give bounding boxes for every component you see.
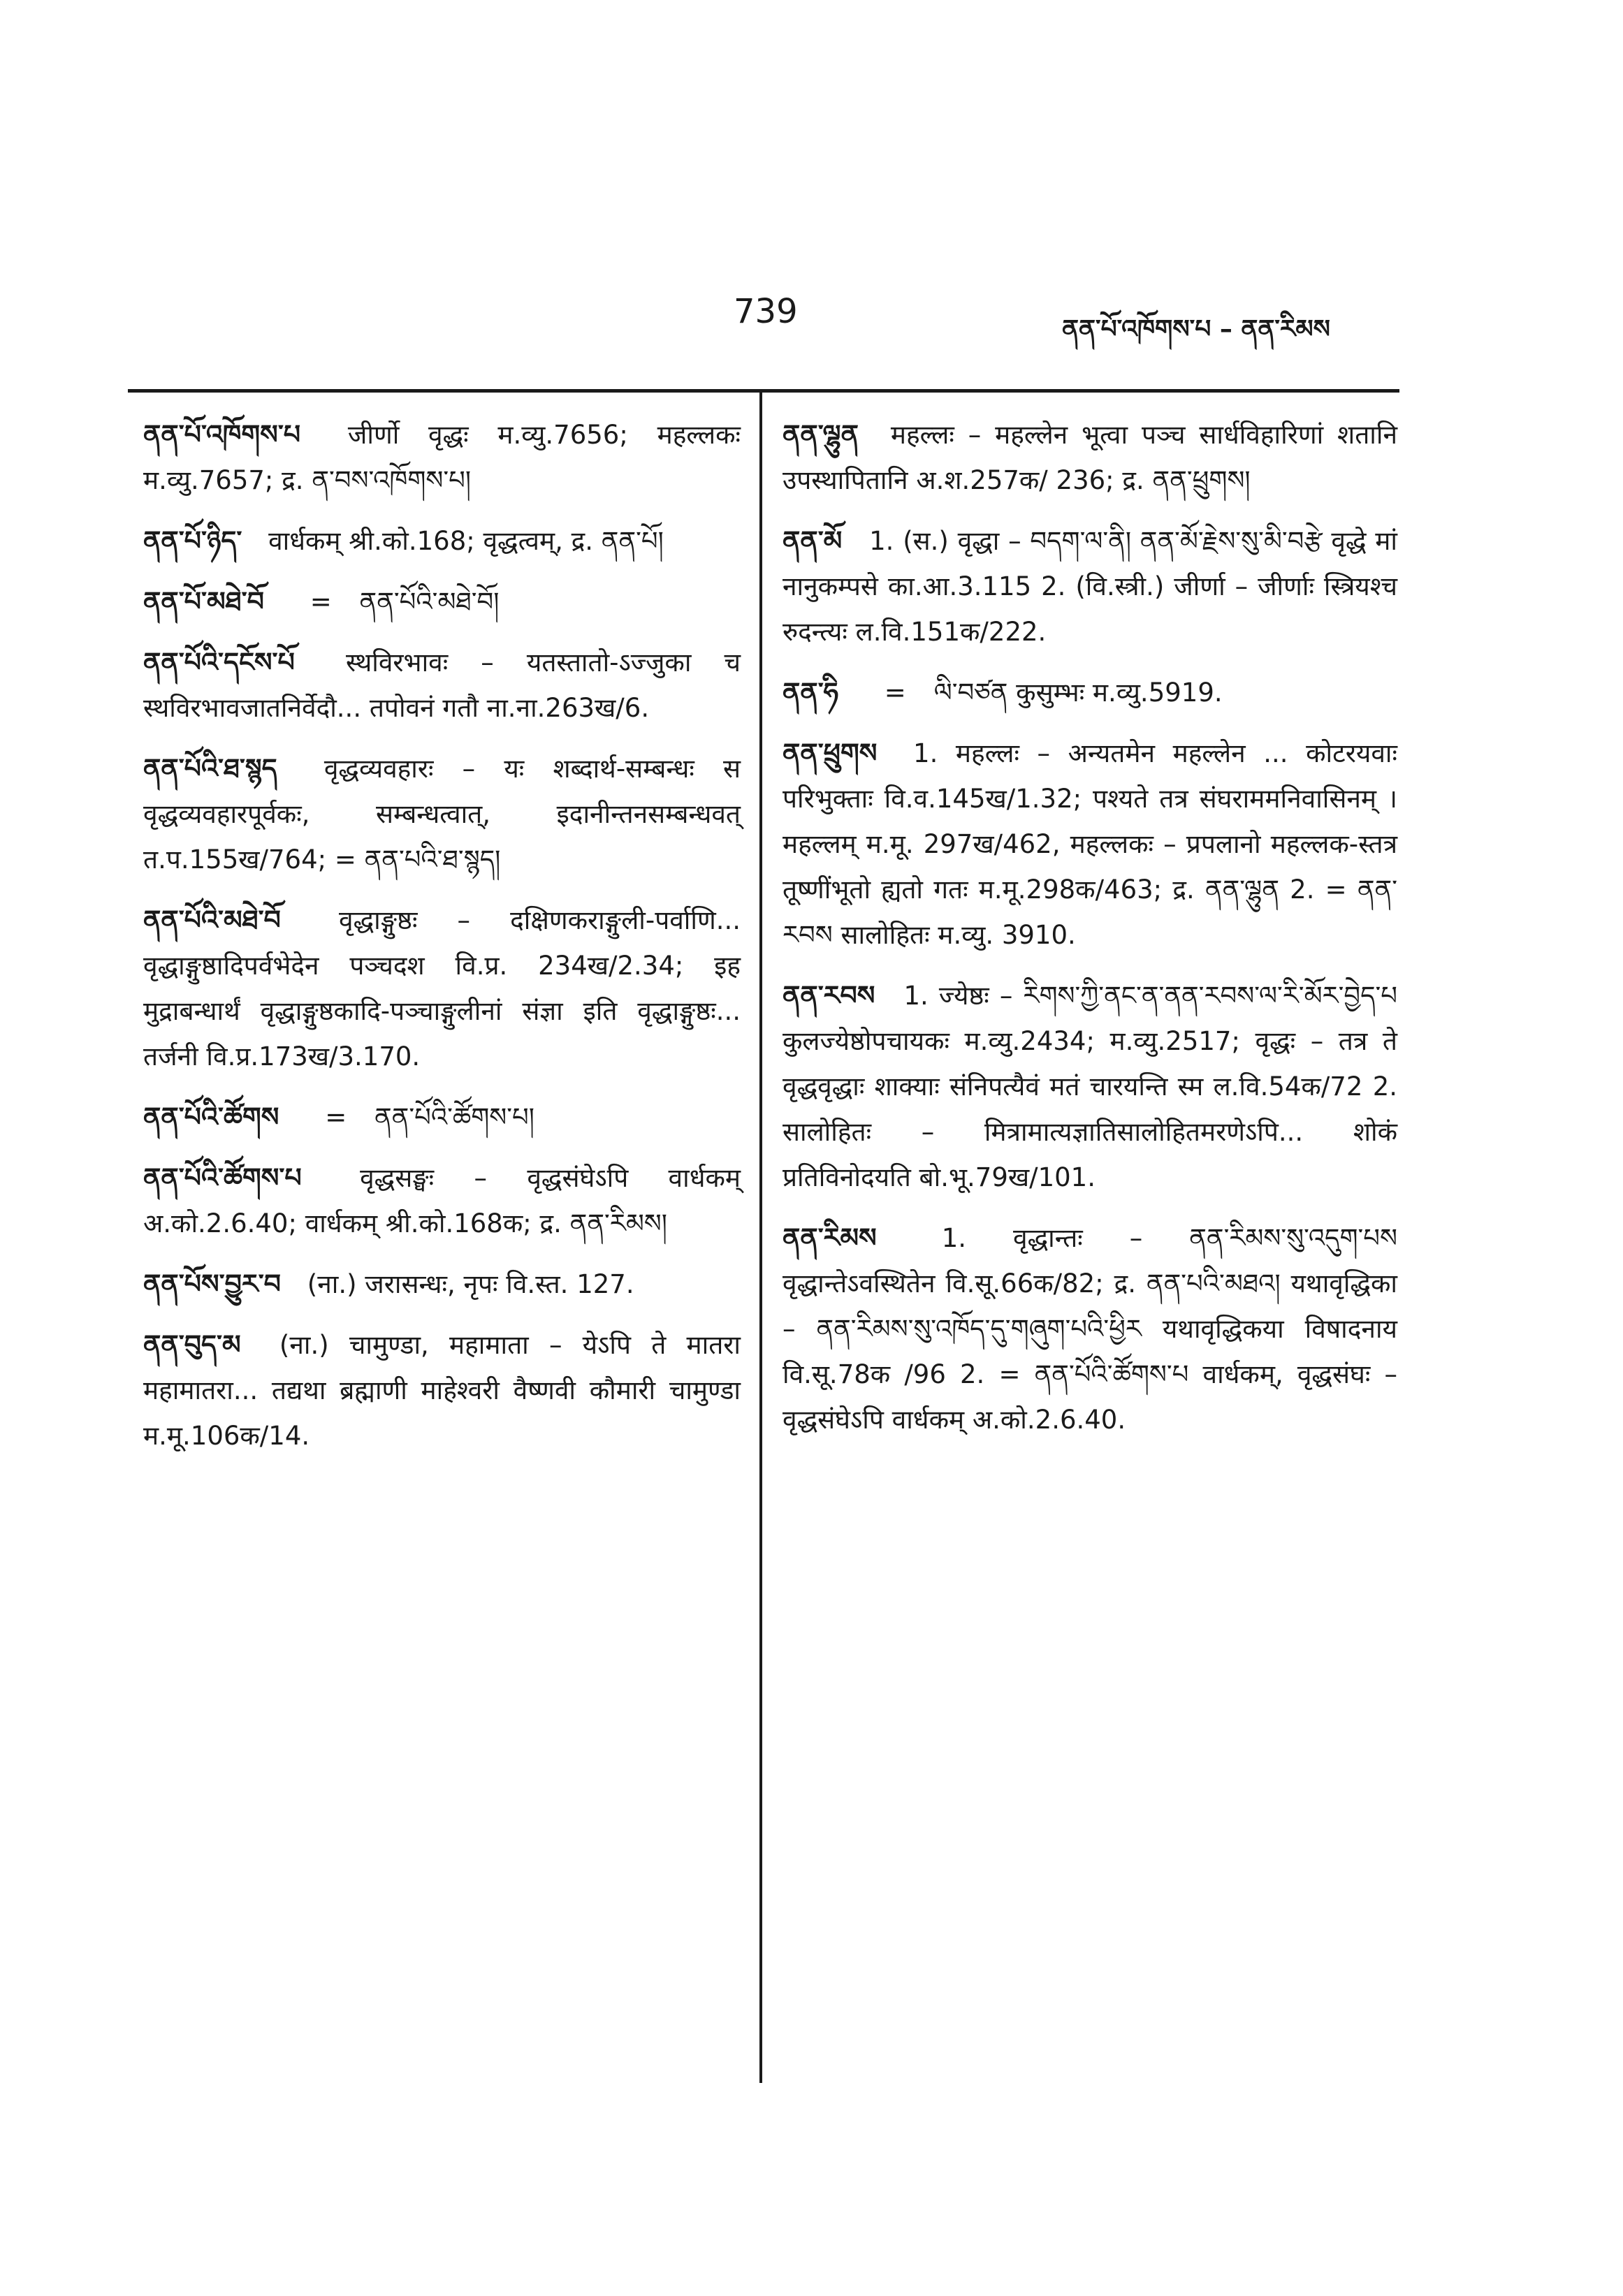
- headword: ནན་མོ: [783, 525, 843, 556]
- dictionary-entry: [783, 412, 1397, 503]
- entry-body: वृद्धाङ्गुष्ठः – दक्षिणकराङ्गुली-पर्वाणि... वृद्धाङ्गुष्ठादिपर्वभेदेन पञ्चदश वि.प्र. 234ख/2.34; इह मुद्राबन्धार्थं वृद्धाङ्गुष्ठकादि-पञ्चाङ्गुलीनां संज्ञा इति वृद्धाङ्गुष्ठः... तर्जनी वि.प्र.173ख/3.170.: [143, 905, 741, 1072]
- entry-body: स्थविरभावः – यतस्तातो-ऽज्जुका च स्थविरभावजातनिर्वेदौ... तपोवनं गतौ ना.ना.263ख/6.: [143, 648, 741, 723]
- column-rule: [759, 393, 762, 2083]
- page-number: 739: [734, 292, 798, 331]
- headword: ནན་པོ་མཐེ་བོ: [143, 586, 264, 617]
- dictionary-entry: [783, 518, 1397, 655]
- dictionary-entry: [143, 640, 741, 731]
- dictionary-entry: [143, 746, 741, 882]
- headword: ནན་ཧི: [783, 677, 839, 708]
- headword: ནན་པོ་ཉིད་: [143, 525, 242, 556]
- dictionary-entry: [143, 1155, 741, 1246]
- equals-sign: =: [310, 587, 332, 617]
- headword: ནན་རིམས: [783, 1222, 877, 1253]
- entry-body: वृद्धसङ्घः – वृद्धसंघेऽपि वार्धकम् अ.को.2.6.40; वार्धकम् श्री.को.168क; द्र. ནན་རིམས།: [143, 1163, 741, 1238]
- dictionary-entry: [783, 973, 1397, 1200]
- headword: ནན་པོ་འཁོགས་པ: [143, 419, 301, 450]
- entry-body: 1. वृद्धान्तः – ནན་རིམས་སུ་འདུག་པས वृद्धान्तेऽवस्थितेन वि.सू.66क/82; द्र. ནན་པའི་མཐའ། यथावृद्धिका – ནན་རིམས་སུ་འཁོད་དུ་གཞུག་པའི་ཕྱིར यथावृद्धिकया विषादनाय वि.सू.78क /96 2. = ནན་པོའི་ཚོགས་པ वार्धकम्, वृद्धसंघः – वृद्धसंघेऽपि वार्धकम् अ.को.2.6.40.: [783, 1223, 1397, 1435]
- headword: ནན་པོའི་ཚོགས: [143, 1102, 279, 1132]
- dictionary-entry: [783, 1215, 1397, 1442]
- dictionary-entry: [143, 898, 741, 1079]
- headword: ནན་པོའི་དངོས་པོ: [143, 647, 295, 678]
- entry-body: जीर्णो वृद्धः म.व्यु.7656; महल्लकः म.व्यु.7657; द्र. ན་བས་འཁོགས་པ།: [143, 420, 741, 495]
- headword: ནན་པོའི་ཚོགས་པ: [143, 1162, 302, 1193]
- entry-body: (ना.) चामुण्डा, महामाता – येऽपि ते मातरा महामातरा... तद्यथा ब्रह्माणी माहेश्वरी वैष्णवी कौमारी चामुण्डा म.मू.106क/14.: [143, 1330, 741, 1451]
- right-column: [783, 412, 1397, 1458]
- headword: ནན་པོའི་མཐེ་བོ: [143, 905, 281, 935]
- entry-body: ལི་བཙན कुसुम्भः म.व्यु.5919.: [933, 678, 1223, 708]
- headword: ནན་པོས་བྱུར་བ: [143, 1268, 282, 1299]
- headword: ནན་པོའི་ཐ་སྙད: [143, 753, 277, 784]
- entry-body: ནན་པོའི་ཚོགས་པ།: [374, 1102, 534, 1132]
- entry-body: महल्लः – महल्लेन भूत्वा पञ्च सार्धविहारिणां शतानि उपस्थापितानि अ.श.257क/ 236; द्र. ནན་ཕྲུགས།: [783, 420, 1397, 495]
- running-head: ནན་པོ་འཁོགས་པ – ནན་རིམས: [1062, 315, 1330, 344]
- equals-sign: =: [325, 1102, 347, 1132]
- entry-body: वार्धकम् श्री.को.168; वृद्धत्वम्, द्र. ནན་པོ།: [268, 526, 664, 556]
- headword: ནན་ཕྲུགས: [783, 738, 878, 768]
- dictionary-entry: [143, 1322, 741, 1458]
- entry-body: 1. (स.) वृद्धा – བདག་ལ་ནི། ནན་མོ་རྗེས་སུ་མི་བརྩེ वृद्धे मां नानुकम्पसे का.आ.3.115 2. (वि.स्त्री.) जीर्णा – जीर्णाः स्त्रियश्च रुदन्त्यः ल.वि.151क/222.: [783, 526, 1398, 647]
- entry-body: ནན་པོའི་མཐེ་བོ།: [359, 587, 500, 617]
- dictionary-entry: [143, 1095, 741, 1140]
- dictionary-entry: [143, 412, 741, 503]
- headword: ནན་རབས: [783, 980, 875, 1011]
- entry-body: (ना.) जरासन्धः, नृपः वि.स्त. 127.: [307, 1269, 634, 1299]
- dictionary-entry: [143, 518, 741, 564]
- entry-body: 1. ज्येष्ठः – རིགས་ཀྱི་ནང་ན་ནན་རབས་ལ་རི་མོར་བྱེད་པ कुलज्येष्ठोपचायकः म.व्यु.2434; म.व्यु.2517; वृद्धः – तत्र ते वृद्धवृद्धाः शाक्याः संनिपत्यैवं मतं चारयन्ति स्म ल.वि.54क/72 2. सालोहितः – मित्रामात्यज्ञातिसालोहितमरणेऽपि... शोकं प्रतिविनोदयति बो.भू.79ख/101.: [783, 981, 1397, 1192]
- headword: ནན་བུད་མ: [143, 1329, 241, 1360]
- entry-body: 1. महल्लः – अन्यतमेन महल्लेन ... कोटरयवाः परिभुक्ताः वि.व.145ख/1.32; पश्यते तत्र संघराममनिवासिनम् । महल्लम् म.मू. 297ख/462, महल्लकः – प्रपलानो महल्लक-स्तत्र तूष्णींभूतो ह्यतो गतः म.मू.298क/463; द्र. ནན་ལྷུན 2. = ནན་རབས सालोहितः म.व्यु. 3910.: [783, 738, 1397, 950]
- headword: ནན་ལྷུན: [783, 419, 859, 450]
- top-rule: [128, 389, 1399, 393]
- equals-sign: =: [884, 678, 906, 708]
- dictionary-entry: [783, 670, 1397, 715]
- dictionary-entry: [783, 731, 1397, 958]
- dictionary-entry: [143, 1262, 741, 1307]
- left-column: [143, 412, 741, 1474]
- entry-body: वृद्धव्यवहारः – यः शब्दार्थ-सम्बन्धः स वृद्धव्यवहारपूर्वकः, सम्बन्धत्वात्, इदानीन्तनसम्बन्धवत् त.प.155ख/764; = ནན་པའི་ཐ་སྙད།: [143, 754, 741, 875]
- dictionary-entry: [143, 579, 741, 624]
